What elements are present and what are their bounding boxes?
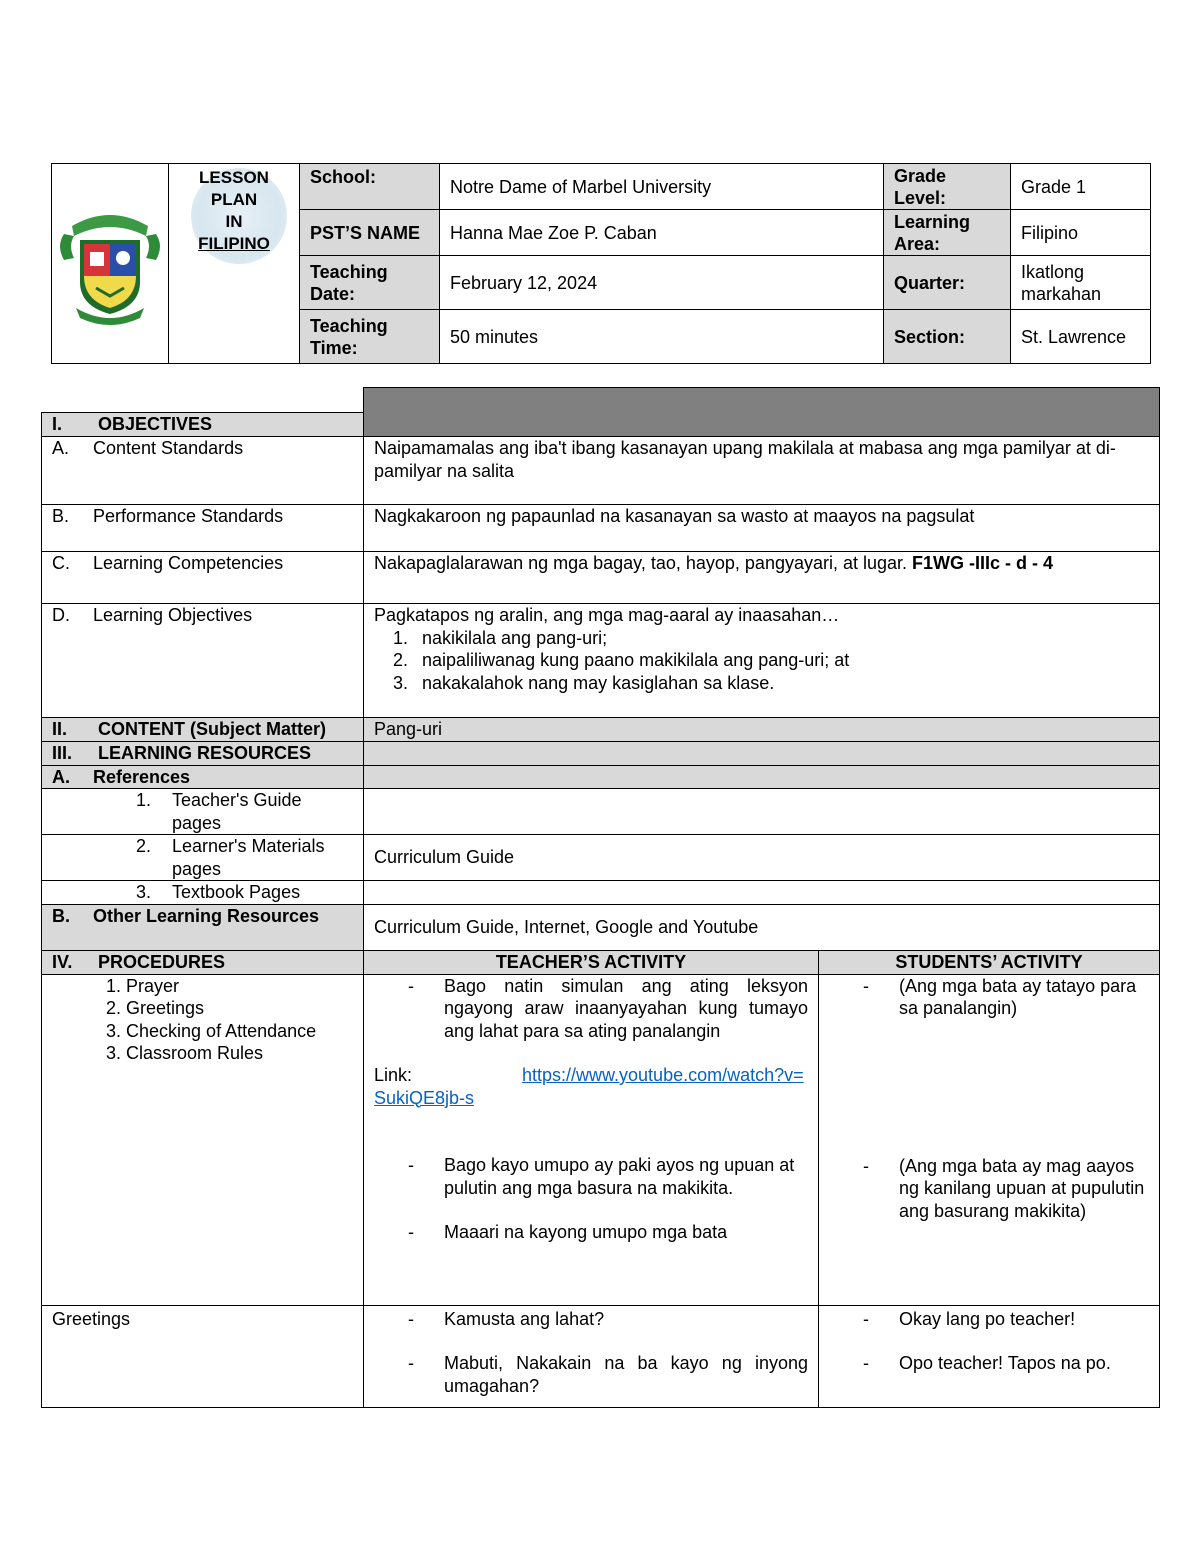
teacher-activity-heading: TEACHER’S ACTIVITY <box>364 951 819 975</box>
school-seal-logo <box>56 196 164 326</box>
student-prayer-text: (Ang mga bata ay tatayo para sa panalangin) <box>899 975 1137 1018</box>
school-logo-cell <box>52 164 169 364</box>
textbook-pages-row: 3. Textbook Pages <box>42 881 1160 905</box>
teachers-guide-label: Teacher's Guide pages <box>172 790 302 833</box>
competency-code: F1WG -IIIc - d - 4 <box>912 553 1054 573</box>
other-resources-label: Other Learning Resources <box>93 906 320 926</box>
header-table <box>51 163 1151 364</box>
grade-label: Grade Level: <box>884 164 1011 210</box>
references-row: A. References <box>42 765 1160 789</box>
grade-value: Grade 1 <box>1011 164 1151 210</box>
learning-competencies-value: Nakapaglalarawan ng mga bagay, tao, hayop, pangyayari, at lugar. <box>374 553 908 573</box>
list-item: 3. Classroom Rules <box>106 1043 264 1063</box>
pst-name-value: Hanna Mae Zoe P. Caban <box>440 210 884 256</box>
learning-competencies-row: C. Learning Competencies Nakapaglalarawan ng mga bagay, tao, hayop, pangyayari, at lugar. F1WG -IIIc - d - 4 <box>42 552 1160 604</box>
blank-corner <box>42 388 364 413</box>
list-item: 3. nakakalahok nang may kasiglahan sa klase. <box>392 672 775 693</box>
list-item: 2. naipaliliwanag kung paano makikilala ang pang-uri; at <box>392 650 850 670</box>
students-activity-cell: - (Ang mga bata ay tatayo para sa panalangin) - (Ang mga bata ay mag aayos ng kanilang upuan at pupulutin ang basurang makikita) <box>819 974 1160 1305</box>
greetings-students-cell: - Okay lang po teacher! - Opo teacher! Tapos na po. <box>819 1305 1160 1407</box>
learning-area-value: Filipino <box>1011 210 1151 256</box>
list-item: 3. Checking of Attendance <box>106 1020 317 1041</box>
school-value: Notre Dame of Marbel University <box>440 164 884 210</box>
objectives-heading: I. OBJECTIVES <box>42 413 364 437</box>
greetings-label: Greetings <box>42 1305 364 1407</box>
references-label: References <box>93 766 191 787</box>
teaching-time-value: 50 minutes <box>440 310 884 364</box>
teacher-activity-cell: - Bago natin simulan ang ating leksyon ngayong araw inaanyayahan kung tumayo ang lahat para sa ating panalangin Link: https://www.youtube.com/watch?v=SukiQE8jb-s - Bago kayo umupo ay paki ayos ng upuan at pulutin ang mga basura na makikita. - Maaari na kayong umupo mga bata <box>364 974 819 1305</box>
teacher-sit-text: Maaari na kayong umupo mga bata <box>444 1222 728 1242</box>
performance-standards-label: Performance Standards <box>93 506 284 526</box>
teacher-rules-text: Bago kayo umupo ay paki ayos ng upuan at pulutin ang mga basura na makikita. <box>444 1155 795 1198</box>
procedures-header-row: IV. PROCEDURES TEACHER’S ACTIVITY STUDENTS’ ACTIVITY <box>42 951 1160 975</box>
lesson-plan-title-cell <box>169 164 300 364</box>
learners-materials-row: 2. Learner's Materials pages Curriculum Guide <box>42 835 1160 881</box>
greetings-teacher-cell: - Kamusta ang lahat? - Mabuti, Nakakain na ba kayo ng inyong umagahan? <box>364 1305 819 1407</box>
procedures-heading: PROCEDURES <box>98 952 226 972</box>
lesson-plan-title: LESSON PLAN IN FILIPINO <box>198 168 270 253</box>
teaching-time-label: Teaching Time: <box>300 310 440 364</box>
learning-objectives-row: D. Learning Objectives Pagkatapos ng aralin, ang mga mag-aaral ay inaasahan… 1. nakikilala ang pang-uri; 2. naipaliliwanag kung paano makikilala ang pang-uri; at 3. nakakalahok nang may kasiglahan sa klase. <box>42 604 1160 718</box>
other-resources-row: B. Other Learning Resources Curriculum Guide, Internet, Google and Youtube <box>42 905 1160 951</box>
content-value: Pang-uri <box>364 718 1160 742</box>
learning-objectives-list <box>374 627 1149 695</box>
learning-area-label: Learning Area: <box>884 210 1011 256</box>
learners-materials-value: Curriculum Guide <box>364 835 1160 881</box>
learning-resources-heading: LEARNING RESOURCES <box>98 743 312 763</box>
content-standards-value: Naipamamalas ang iba't ibang kasanayan upang makilala at mabasa ang mga pamilyar at di-pamilyar na salita <box>364 437 1160 505</box>
youtube-link[interactable]: https://www.youtube.com/watch?v=SukiQE8jb-s <box>374 1065 804 1108</box>
learners-materials-label: Learner's Materials pages <box>172 836 325 879</box>
content-standards-label: Content Standards <box>93 438 244 458</box>
content-heading: CONTENT (Subject Matter) <box>98 719 327 739</box>
teacher-prayer-text: Bago natin simulan ang ating leksyon ngayong araw inaanyayahan kung tumayo ang lahat para sa ating panalangin <box>444 975 808 1041</box>
list-item: 1. nakikilala ang pang-uri; <box>392 627 608 648</box>
dark-header-band <box>364 388 1160 437</box>
learning-competencies-label: Learning Competencies <box>93 553 284 573</box>
performance-standards-value: Nagkakaroon ng papaunlad na kasanayan sa wasto at maayos na pagsulat <box>364 505 1160 552</box>
learning-resources-row: III. LEARNING RESOURCES <box>42 742 1160 766</box>
teaching-date-label: Teaching Date: <box>300 256 440 310</box>
performance-standards-row: B. Performance Standards Nagkakaroon ng papaunlad na kasanayan sa wasto at maayos na pagsulat <box>42 505 1160 552</box>
teaching-date-value: February 12, 2024 <box>440 256 884 310</box>
pst-name-label: PST’S NAME <box>300 210 440 256</box>
link-label: Link: <box>374 1065 413 1085</box>
teachers-guide-row: 1. Teacher's Guide pages <box>42 789 1160 835</box>
procedures-row <box>42 974 1160 1305</box>
procedure-steps <box>42 974 364 1305</box>
student-rules-text: (Ang mga bata ay mag aayos ng kanilang upuan at pupulutin ang basurang makikita) <box>899 1155 1145 1221</box>
other-resources-value: Curriculum Guide, Internet, Google and Youtube <box>364 905 1160 951</box>
learning-objectives-label: Learning Objectives <box>93 605 253 625</box>
list-item: 1. Prayer <box>106 975 180 996</box>
section-value: St. Lawrence <box>1011 310 1151 364</box>
content-standards-row: A. Content Standards Naipamamalas ang iba't ibang kasanayan upang makilala at mabasa ang mga pamilyar at di-pamilyar na salita <box>42 437 1160 505</box>
learning-objectives-intro: Pagkatapos ng aralin, ang mga mag-aaral ay inaasahan… <box>374 605 840 625</box>
quarter-value: Ikatlong markahan <box>1011 256 1151 310</box>
textbook-pages-label: Textbook Pages <box>172 882 301 902</box>
section-label: Section: <box>884 310 1011 364</box>
school-label: School: <box>300 164 440 210</box>
students-activity-heading: STUDENTS’ ACTIVITY <box>819 951 1160 975</box>
greetings-row <box>42 1305 1160 1407</box>
quarter-label: Quarter: <box>884 256 1011 310</box>
lesson-plan-table <box>41 387 1160 1408</box>
list-item: 2. Greetings <box>106 998 205 1018</box>
content-row: II. CONTENT (Subject Matter) Pang-uri <box>42 718 1160 742</box>
